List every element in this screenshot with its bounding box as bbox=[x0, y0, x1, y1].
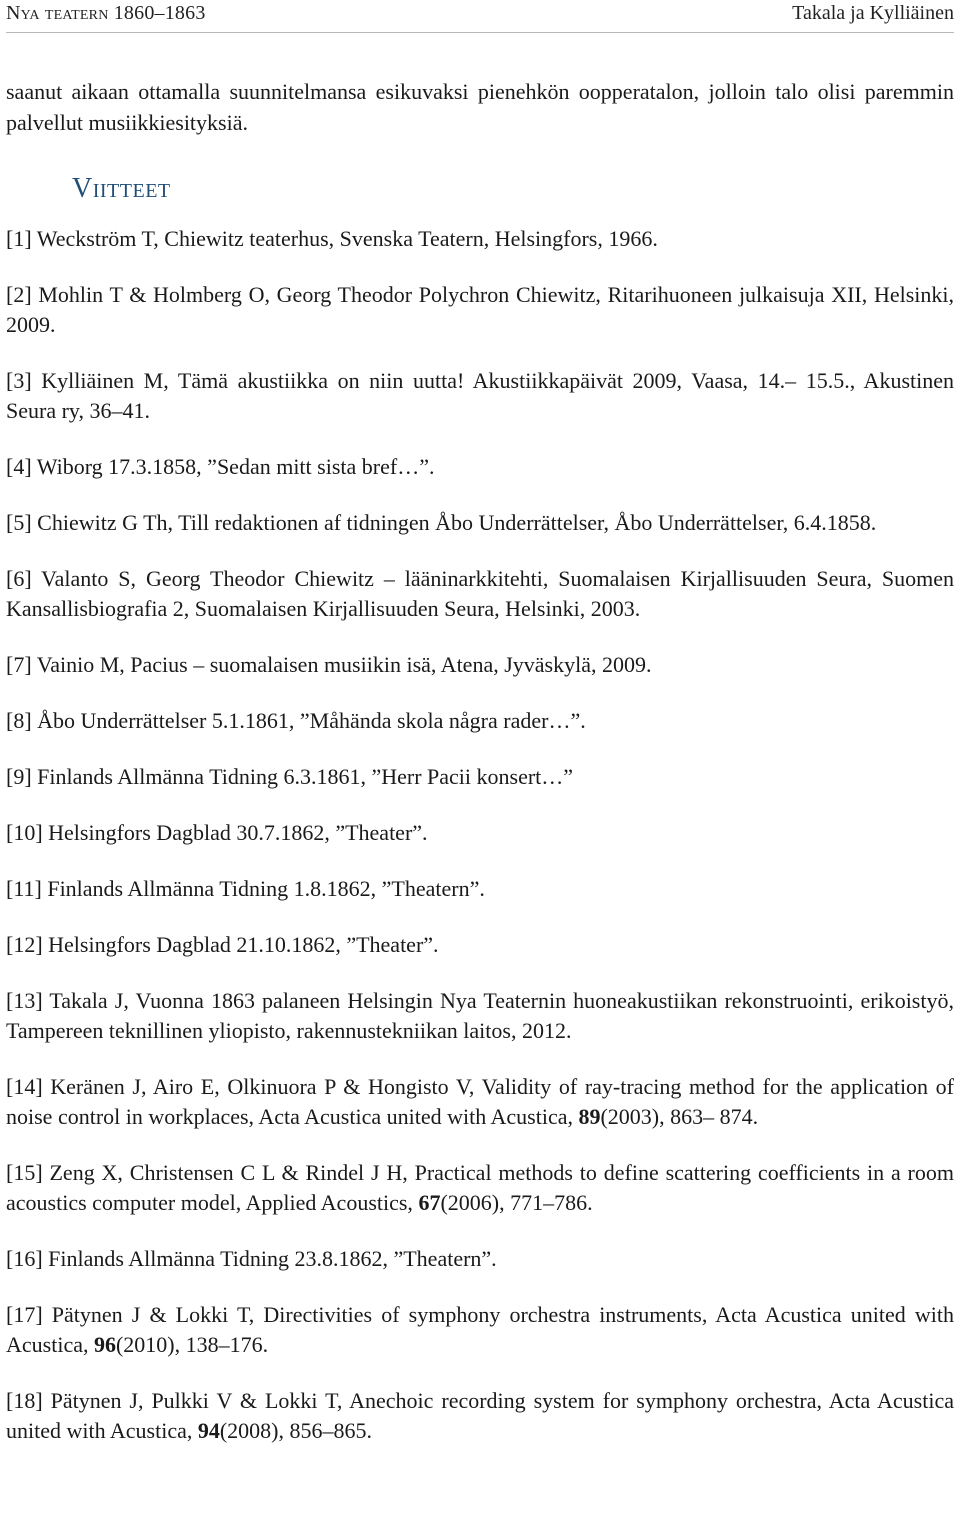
reference-item: [1] Weckström T, Chiewitz teaterhus, Svenska Teatern, Helsingfors, 1966. bbox=[6, 226, 658, 251]
reference-volume: 67 bbox=[418, 1190, 441, 1215]
reference-list bbox=[6, 224, 954, 1446]
reference-text: [14] Keränen J, Airo E, Olkinuora P & Hongisto V, Validity of ray-tracing method for the application of noise control in workplaces, Acta Acustica united with Acustica, bbox=[6, 1074, 954, 1129]
reference-item: [8] Åbo Underrättelser 5.1.1861, ”Måhända skola några rader…”. bbox=[6, 708, 586, 733]
reference-item: [4] Wiborg 17.3.1858, ”Sedan mitt sista bref…”. bbox=[6, 454, 435, 479]
reference-item bbox=[6, 1300, 954, 1360]
reference-item: [6] Valanto S, Georg Theodor Chiewitz – lääninarkkitehti, Suomalaisen Kirjallisuuden Seura, Suomen Kansallisbiografia 2, Suomalaisen Kirjallisuuden Seura, Helsinki, 2003. bbox=[6, 566, 954, 621]
reference-text: [15] Zeng X, Christensen C L & Rindel J H, Practical methods to define scattering coefficients in a room acoustics computer model, Applied Acoustics, bbox=[6, 1160, 954, 1215]
reference-text: (2006), 771–786. bbox=[440, 1190, 593, 1215]
reference-item: [13] Takala J, Vuonna 1863 palaneen Helsingin Nya Teaternin huoneakustiikan rekonstruointi, erikoistyö, Tampereen teknillinen yliopisto, rakennustekniikan laitos, 2012. bbox=[6, 988, 954, 1043]
reference-item: [12] Helsingfors Dagblad 21.10.1862, ”Theater”. bbox=[6, 932, 439, 957]
reference-item: [16] Finlands Allmänna Tidning 23.8.1862, ”Theatern”. bbox=[6, 1246, 497, 1271]
reference-item: [3] Kylliäinen M, Tämä akustiikka on niin uutta! Akustiikkapäivät 2009, Vaasa, 14.– 15.5., Akustinen Seura ry, 36–41. bbox=[6, 368, 954, 423]
reference-item bbox=[6, 1072, 954, 1132]
reference-item: [5] Chiewitz G Th, Till redaktionen af tidningen Åbo Underrättelser, Åbo Underrättelser, 6.4.1858. bbox=[6, 510, 877, 535]
header-authors: Takala ja Kylliäinen bbox=[792, 2, 954, 24]
reference-text: [17] Pätynen J & Lokki T, Directivities of symphony orchestra instruments, Acta Acustica united with Acustica, bbox=[6, 1302, 954, 1357]
references-heading: Viitteet bbox=[72, 173, 171, 204]
reference-volume: 94 bbox=[197, 1418, 220, 1443]
reference-item: [2] Mohlin T & Holmberg O, Georg Theodor Polychron Chiewitz, Ritarihuoneen julkaisuja XII, Helsinki, 2009. bbox=[6, 282, 954, 337]
reference-item bbox=[6, 1158, 954, 1218]
intro-paragraph: saanut aikaan ottamalla suunnitelmansa esikuvaksi pienehkön oopperatalon, jolloin talo olisi paremmin palvellut musiikkiesityksiä. bbox=[6, 79, 954, 135]
reference-item: [7] Vainio M, Pacius – suomalaisen musiikin isä, Atena, Jyväskylä, 2009. bbox=[6, 652, 652, 677]
reference-text: (2008), 856–865. bbox=[219, 1418, 373, 1443]
header-title: Nya teatern 1860–1863 bbox=[6, 2, 206, 24]
reference-text: (2010), 138–176. bbox=[115, 1332, 269, 1357]
reference-item: [10] Helsingfors Dagblad 30.7.1862, ”Theater”. bbox=[6, 820, 428, 845]
reference-volume: 96 bbox=[93, 1332, 116, 1357]
reference-volume: 89 bbox=[578, 1104, 601, 1129]
reference-item: [9] Finlands Allmänna Tidning 6.3.1861, ”Herr Pacii konsert…” bbox=[6, 764, 574, 789]
reference-item: [11] Finlands Allmänna Tidning 1.8.1862, ”Theatern”. bbox=[6, 876, 485, 901]
reference-text: [18] Pätynen J, Pulkki V & Lokki T, Anechoic recording system for symphony orchestra, Acta Acustica united with Acustica, bbox=[6, 1388, 954, 1443]
reference-text: (2003), 863– 874. bbox=[600, 1104, 759, 1129]
reference-item bbox=[6, 1386, 954, 1446]
running-header bbox=[6, 0, 954, 33]
